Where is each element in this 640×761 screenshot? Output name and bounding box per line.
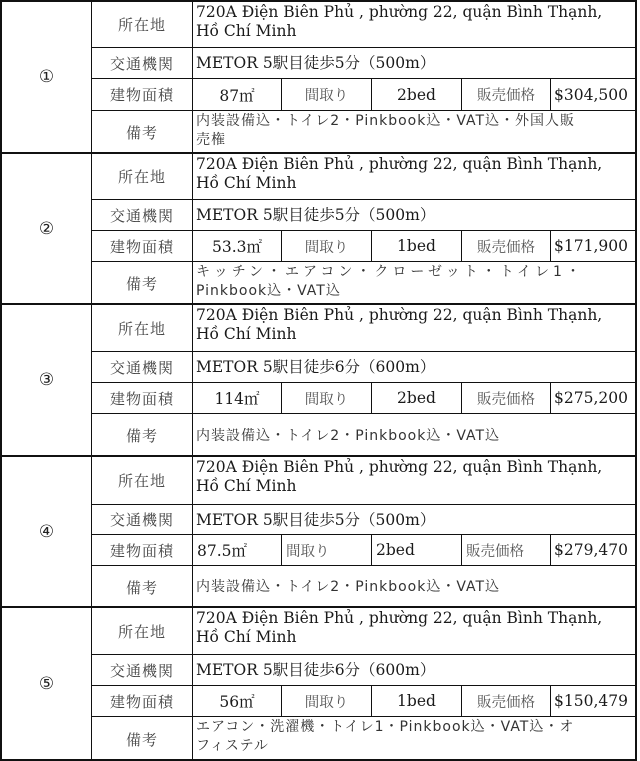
price-value: $304,500 (554, 85, 628, 104)
transport-value: METOR 5駅目徒歩5分（500m） (196, 510, 436, 529)
layout-label: 間取り (282, 79, 372, 110)
address-line-2: Hồ Chí Minh (196, 477, 297, 495)
address-line-1: 720A Điện Biên Phủ , phường 22, quận Bình Thạnh, (196, 3, 603, 21)
area-label: 建物面積 (92, 686, 193, 716)
bedrooms-value: 2bed (372, 535, 462, 565)
area-value: 87.5㎡ (193, 535, 282, 565)
transport-row (92, 199, 635, 230)
location-label: 所在地 (92, 305, 193, 351)
location-row (92, 2, 635, 47)
address-line-1: 720A Điện Biên Phủ , phường 22, quận Bình Thạnh, (196, 155, 603, 173)
price-label: 販売価格 (462, 231, 551, 261)
address-value (193, 457, 635, 504)
area-value: 56㎡ (193, 686, 282, 716)
transport-value: METOR 5駅目徒歩6分（600m） (196, 661, 436, 679)
price-label: 販売価格 (462, 383, 551, 413)
transport-value: METOR 5駅目徒歩6分（600m） (196, 358, 436, 376)
transport-label: 交通機関 (92, 48, 193, 78)
price-value: $150,479 (554, 692, 628, 710)
address-value (193, 305, 635, 351)
address-line-1: 720A Điện Biên Phủ , phường 22, quận Bình Thạnh, (196, 458, 603, 476)
transport-row (92, 504, 635, 534)
listing-number: ⑤ (2, 608, 92, 759)
address-value (193, 608, 635, 654)
location-row (92, 305, 635, 351)
notes-label: 備考 (92, 414, 193, 457)
listing-block-5 (0, 606, 637, 761)
notes-line-1: 内装設備込・トイレ2・Pinkbook込・VAT込・外国人販 (196, 113, 576, 129)
price-value: $279,470 (554, 541, 628, 559)
notes-value (193, 717, 635, 761)
price-value: $171,900 (554, 237, 628, 255)
notes-value (193, 262, 635, 305)
listing-block-4 (0, 455, 637, 606)
price-label: 販売価格 (462, 686, 551, 716)
notes-row (92, 565, 635, 608)
listing-number: ① (2, 2, 92, 152)
notes-line-1: 内装設備込・トイレ2・Pinkbook込・VAT込 (196, 427, 501, 444)
notes-line-2: フィステル (196, 738, 269, 754)
layout-label: 間取り (282, 231, 372, 261)
notes-label: 備考 (92, 111, 193, 154)
transport-row (92, 351, 635, 382)
notes-label: 備考 (92, 717, 193, 761)
bedrooms-value: 2bed (372, 79, 462, 110)
address-line-2: Hồ Chí Minh (196, 325, 297, 343)
area-value: 87㎡ (193, 79, 282, 110)
area-row (92, 382, 635, 413)
listing-number: ③ (2, 305, 92, 455)
area-row (92, 78, 635, 110)
address-value (193, 2, 635, 47)
area-label: 建物面積 (92, 79, 193, 110)
notes-label: 備考 (92, 262, 193, 305)
transport-label: 交通機関 (92, 200, 193, 230)
area-row (92, 534, 635, 565)
area-label: 建物面積 (92, 535, 193, 565)
listing-number: ② (2, 154, 92, 303)
location-label: 所在地 (92, 457, 193, 504)
notes-row (92, 413, 635, 457)
location-label: 所在地 (92, 608, 193, 654)
address-line-2: Hồ Chí Minh (196, 174, 297, 192)
address-line-2: Hồ Chí Minh (196, 628, 297, 646)
transport-value: METOR 5駅目徒歩5分（500m） (196, 206, 436, 224)
area-value: 114㎡ (193, 383, 282, 413)
notes-line-2: Pinkbook込・VAT込 (196, 283, 341, 299)
area-row (92, 230, 635, 261)
address-line-1: 720A Điện Biên Phủ , phường 22, quận Bình Thạnh, (196, 306, 603, 324)
location-row (92, 154, 635, 199)
notes-line-1: エアコン・洗濯機・トイレ1・Pinkbook込・VAT込・オ (196, 719, 575, 735)
location-label: 所在地 (92, 2, 193, 47)
notes-line-1: 内装設備込・トイレ2・Pinkbook込・VAT込 (196, 579, 501, 595)
location-row (92, 608, 635, 654)
listing-block-1 (0, 0, 637, 152)
address-line-2: Hồ Chí Minh (196, 22, 297, 40)
price-value: $275,200 (554, 389, 628, 407)
area-label: 建物面積 (92, 231, 193, 261)
area-row (92, 685, 635, 716)
notes-row (92, 716, 635, 761)
notes-label: 備考 (92, 566, 193, 608)
location-row (92, 457, 635, 504)
transport-row (92, 654, 635, 685)
area-value: 53.3㎡ (193, 231, 282, 261)
address-value (193, 154, 635, 199)
bedrooms-value: 1bed (372, 686, 462, 716)
area-label: 建物面積 (92, 383, 193, 413)
transport-value: METOR 5駅目徒歩5分（500m） (196, 54, 436, 72)
address-line-1: 720A Điện Biên Phủ , phường 22, quận Bình Thạnh, (196, 609, 603, 627)
notes-line-2: 売権 (196, 132, 226, 148)
bedrooms-value: 2bed (372, 383, 462, 413)
layout-label: 間取り (282, 535, 372, 565)
layout-label: 間取り (282, 383, 372, 413)
location-label: 所在地 (92, 154, 193, 199)
notes-row (92, 110, 635, 154)
bedrooms-value: 1bed (372, 231, 462, 261)
transport-label: 交通機関 (92, 505, 193, 534)
transport-label: 交通機関 (92, 655, 193, 685)
notes-value (193, 566, 635, 608)
listing-block-3 (0, 303, 637, 455)
transport-row (92, 47, 635, 78)
notes-row (92, 261, 635, 305)
price-label: 販売価格 (462, 79, 551, 110)
price-label: 販売価格 (462, 535, 551, 565)
listing-block-2 (0, 152, 637, 303)
listing-number: ④ (2, 457, 92, 606)
notes-line-1: キッチン・エアコン・クローゼット・トイレ1・ (196, 264, 584, 280)
notes-value (193, 111, 635, 154)
transport-label: 交通機関 (92, 352, 193, 382)
layout-label: 間取り (282, 686, 372, 716)
notes-value (193, 414, 635, 457)
